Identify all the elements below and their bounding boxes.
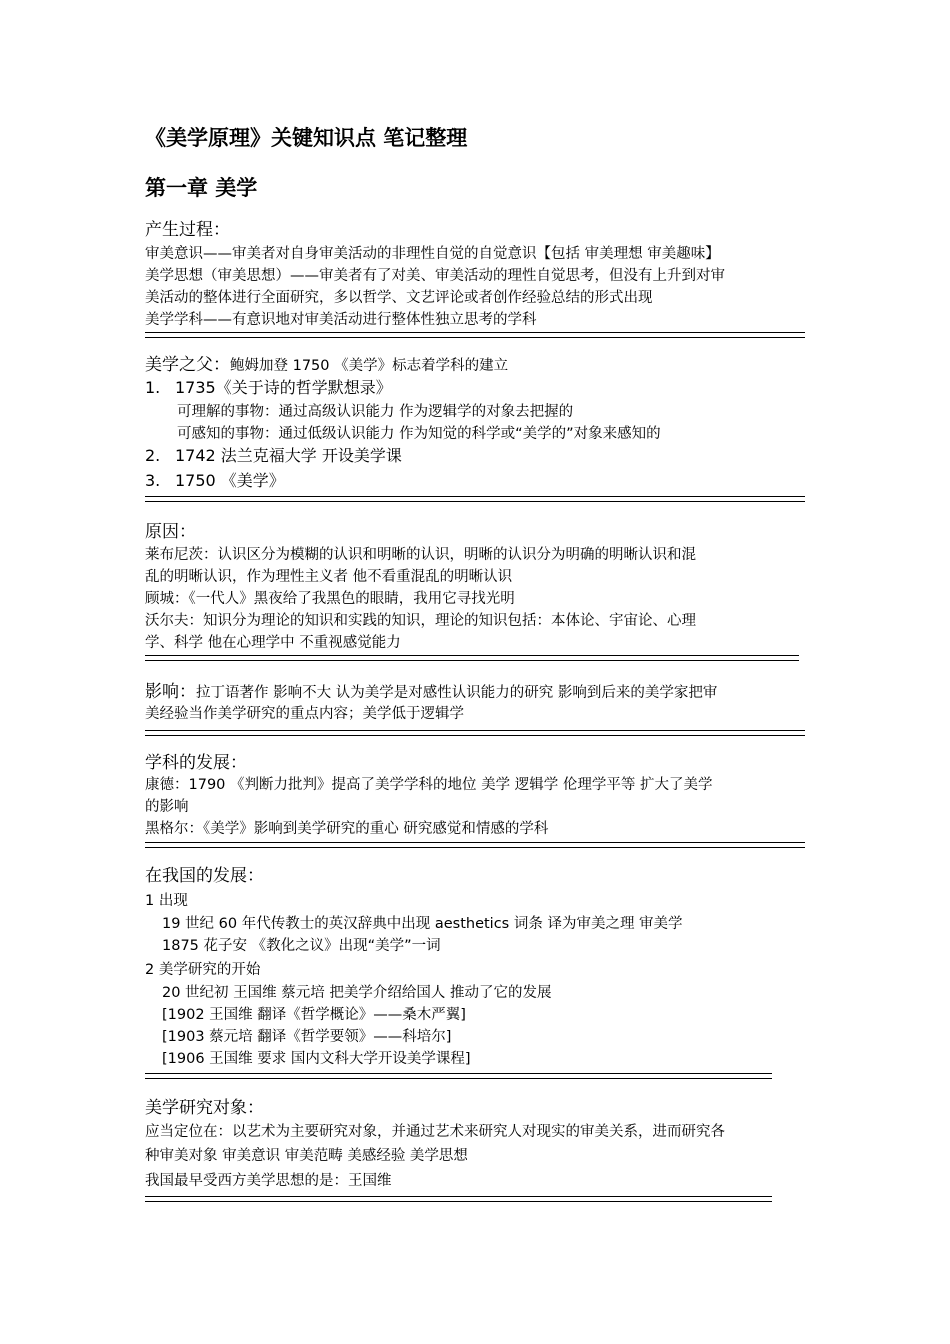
object-line: 种审美对象 审美意识 审美范畴 美感经验 美学思想: [145, 1148, 468, 1164]
china-line: [1903 蔡元培 翻译《哲学要领》——科培尔]: [162, 1029, 452, 1045]
china-line: [1902 王国维 翻译《哲学概论》——桑木严翼]: [162, 1007, 466, 1023]
list-text: 1742 法兰克福大学 开设美学课: [175, 446, 402, 465]
reason-line: 顾城：《一代人》黑夜给了我黑色的眼睛，我用它寻找光明: [145, 591, 515, 607]
china-line: 20 世纪初 王国维 蔡元培 把美学介绍给国人 推动了它的发展: [162, 985, 552, 1001]
list-text: 1735《关于诗的哲学默想录》: [175, 378, 392, 397]
reason-line: 乱的明晰认识，作为理性主义者 他不看重混乱的明晰认识: [145, 569, 513, 585]
development-heading: 学科的发展：: [145, 753, 247, 773]
china-line: 1875 花子安 《教化之议》出现“美学”一词: [162, 938, 441, 954]
origin-line: 美活动的整体进行全面研究，多以哲学、文艺评论或者创作经验总结的形式出现: [145, 290, 653, 306]
section-divider: [145, 1196, 772, 1202]
reason-line: 沃尔夫：知识分为理论的知识和实践的知识，理论的知识包括：本体论、宇宙论、心理: [145, 613, 696, 629]
development-line: 黑格尔：《美学》影响到美学研究的重心 研究感觉和情感的学科: [145, 821, 549, 837]
china-line: 19 世纪 60 年代传教士的英汉辞典中出现 aesthetics 词条 译为审美之理 审美学: [162, 916, 683, 932]
reason-line: 莱布尼茨：认识区分为模糊的认识和明晰的认识，明晰的认识分为明确的明晰认识和混: [145, 547, 696, 563]
father-line: [145, 350, 508, 375]
sub-item: 可感知的事物：通过低级认识能力 作为知觉的科学或“美学的”对象来感知的: [177, 426, 661, 442]
china-heading: 在我国的发展：: [145, 866, 264, 886]
object-heading: 美学研究对象：: [145, 1098, 264, 1118]
china-line: 1 出现: [145, 893, 188, 909]
origin-line: 美学学科——有意识地对审美活动进行整体性独立思考的学科: [145, 312, 537, 328]
influence-line: 美经验当作美学研究的重点内容；美学低于逻辑学: [145, 706, 464, 722]
development-line: 康德：1790 《判断力批判》提高了美学学科的地位 美学 逻辑学 伦理学平等 扩大了美学: [145, 777, 713, 793]
section-divider: [145, 730, 805, 736]
section-divider: [145, 1073, 772, 1079]
china-line: [1906 王国维 要求 国内文科大学开设美学课程]: [162, 1051, 471, 1067]
list-item: [145, 375, 392, 398]
section-divider: [145, 655, 799, 661]
influence-text: 拉丁语著作 影响不大 认为美学是对感性认识能力的研究 影响到后来的美学家把审: [196, 685, 718, 701]
list-number: 1.: [145, 378, 161, 397]
origin-line: 审美意识——审美者对自身审美活动的非理性自觉的自觉意识【包括 审美理想 审美趣味】: [145, 246, 720, 262]
reason-line: 学、科学 他在心理学中 不重视感觉能力: [145, 635, 401, 651]
influence-heading: 影响：: [145, 682, 196, 702]
document-title: 《美学原理》关键知识点 笔记整理: [145, 126, 468, 150]
section-divider: [145, 332, 805, 338]
section-divider: [145, 496, 805, 502]
origin-heading: 产生过程：: [145, 220, 230, 240]
section-divider: [145, 842, 805, 848]
origin-line: 美学思想（审美思想）——审美者有了对美、审美活动的理性自觉思考，但没有上升到对审: [145, 268, 725, 284]
list-item: [145, 468, 285, 491]
object-line: 我国最早受西方美学思想的是：王国维: [145, 1173, 392, 1189]
reason-heading: 原因：: [145, 522, 196, 542]
list-text: 1750 《美学》: [175, 471, 285, 490]
chapter-heading: 第一章 美学: [145, 176, 258, 200]
list-number: 3.: [145, 471, 161, 490]
influence-line: [145, 677, 717, 702]
sub-item: 可理解的事物：通过高级认识能力 作为逻辑学的对象去把握的: [177, 404, 574, 420]
father-text: 鲍姆加登 1750 《美学》标志着学科的建立: [230, 358, 509, 374]
list-number: 2.: [145, 446, 161, 465]
object-line: 应当定位在：以艺术为主要研究对象，并通过艺术来研究人对现实的审美关系，进而研究各: [145, 1124, 725, 1140]
list-item: [145, 443, 402, 466]
development-line: 的影响: [145, 799, 189, 815]
father-heading: 美学之父：: [145, 355, 230, 375]
china-line: 2 美学研究的开始: [145, 962, 261, 978]
